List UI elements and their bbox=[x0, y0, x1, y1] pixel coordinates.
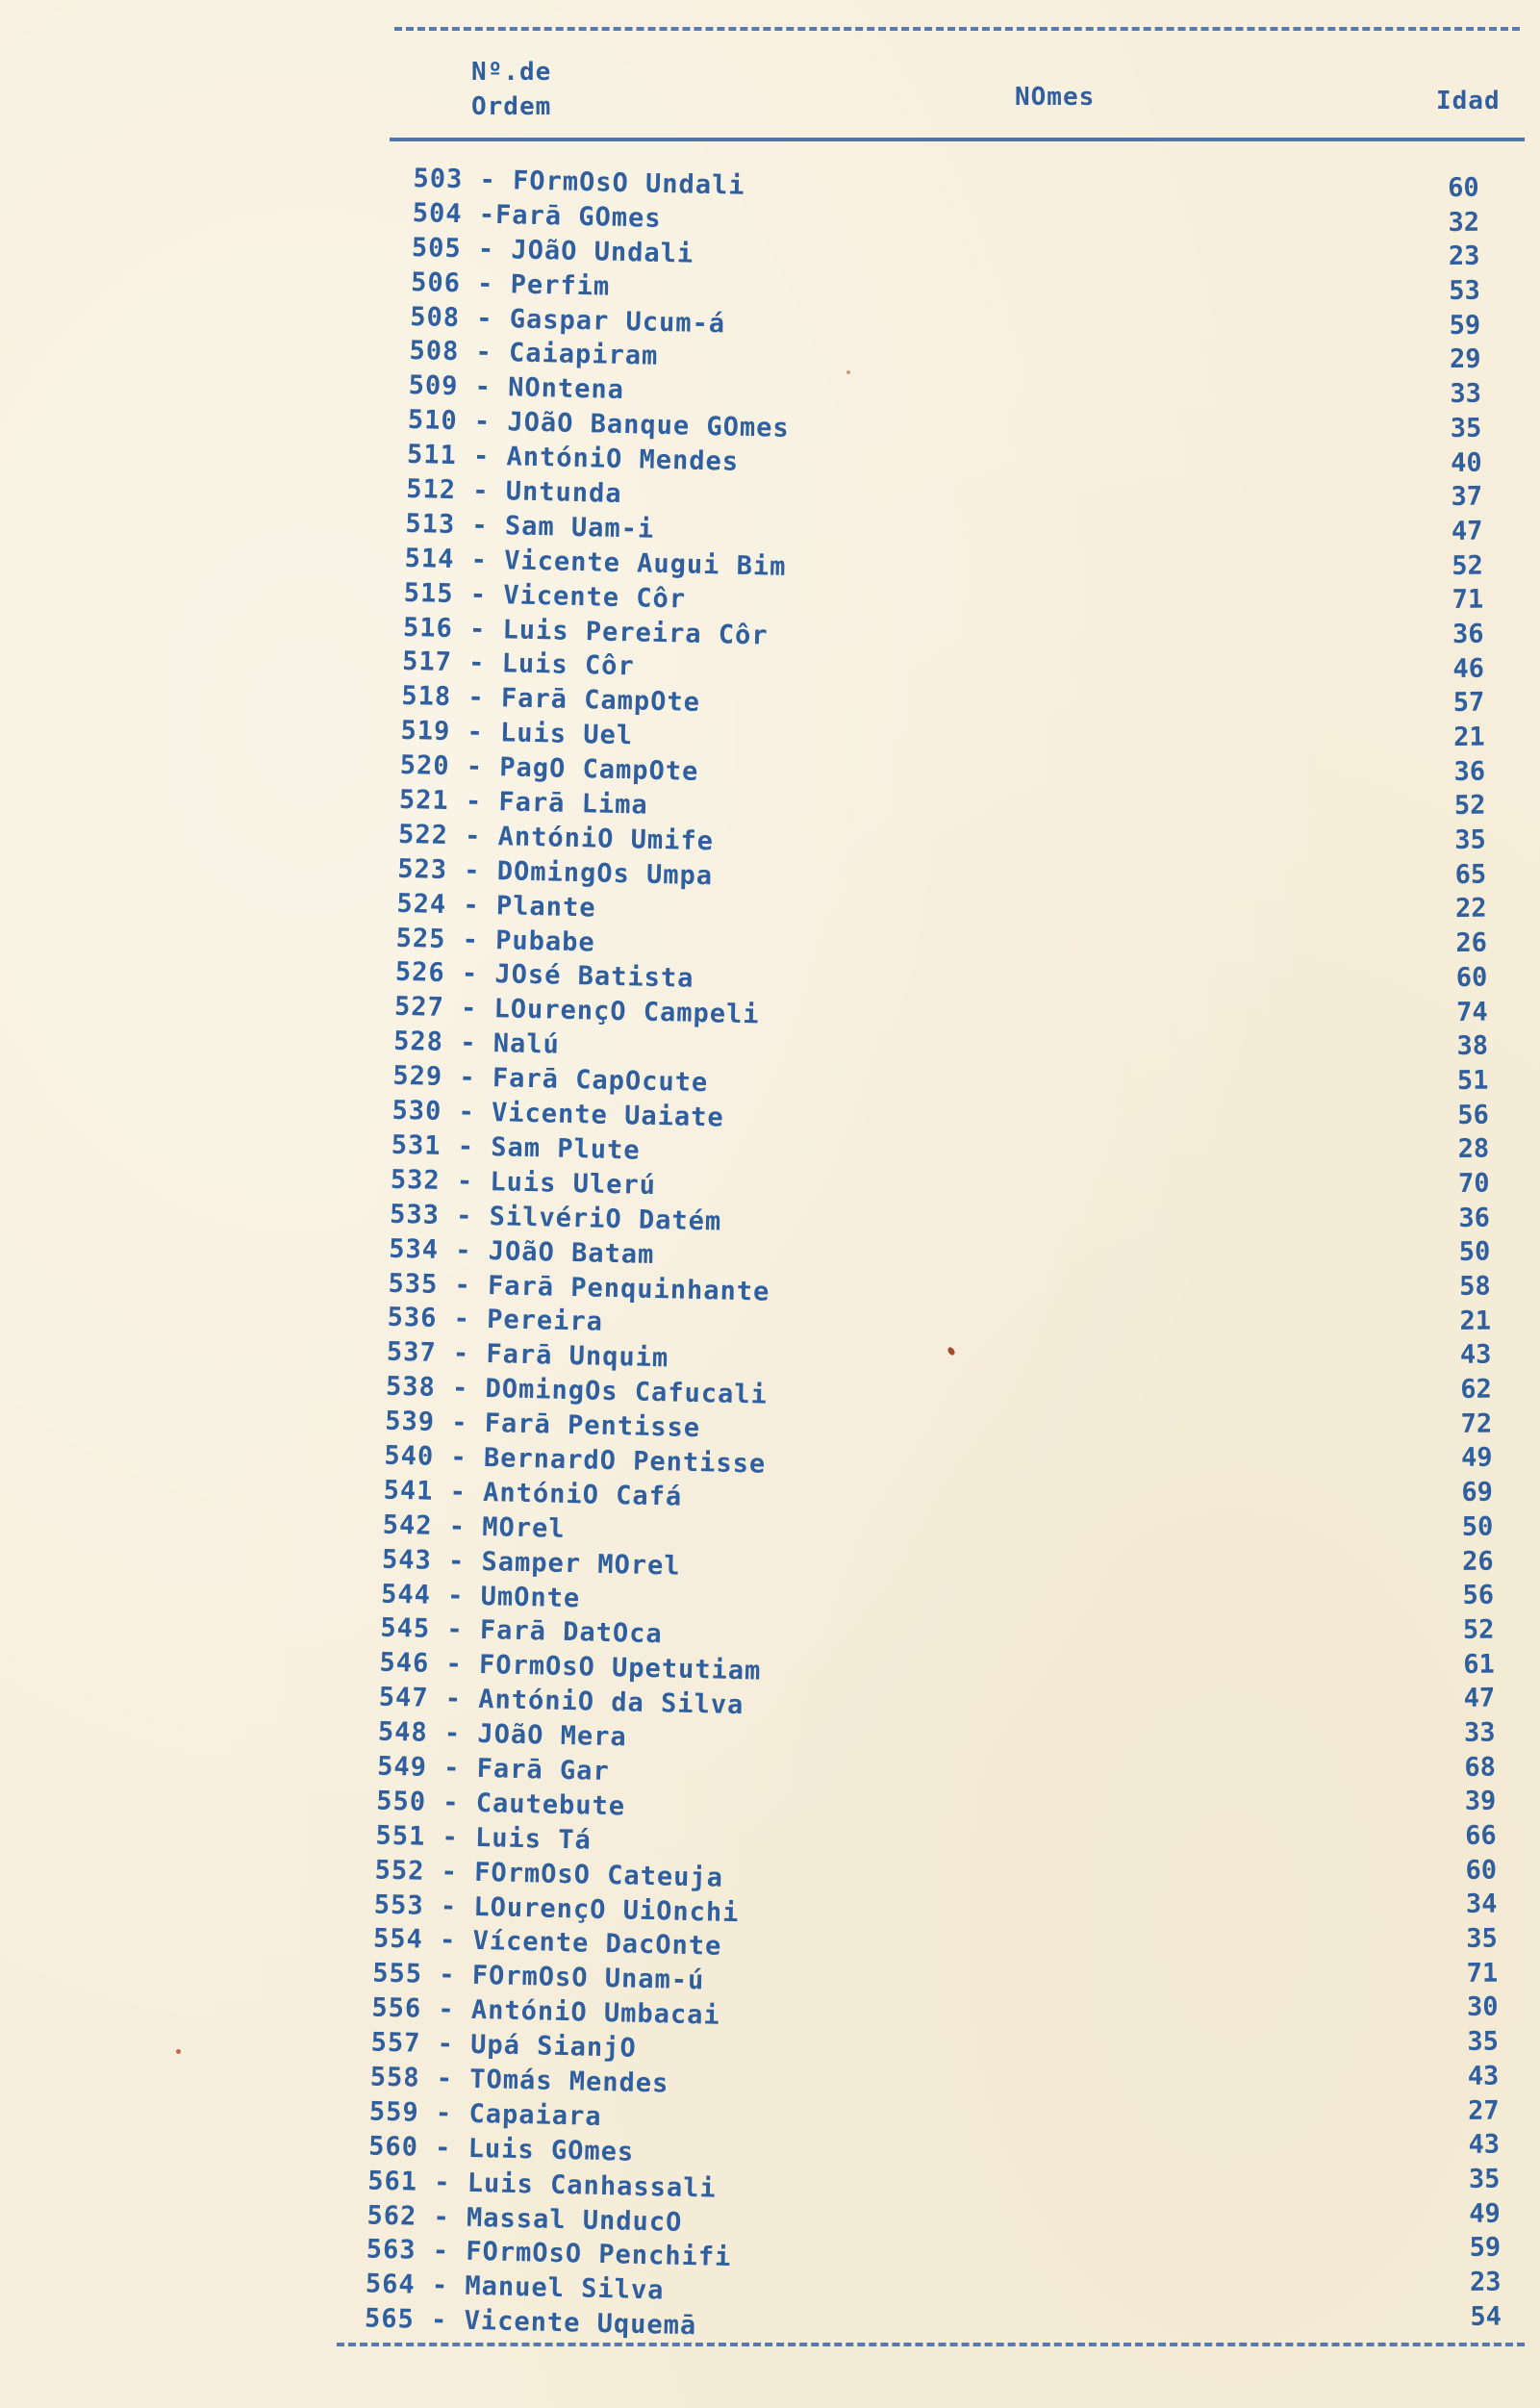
entry-name: 548 - JOãO Mera bbox=[377, 1716, 628, 1753]
entry-age: 56 bbox=[1462, 1580, 1495, 1611]
entry-name: 565 - Vicente Uquemā bbox=[364, 2303, 697, 2342]
entry-name: 519 - Luis Uel bbox=[400, 716, 634, 751]
entry-age: 22 bbox=[1454, 894, 1487, 925]
entry-age: 65 bbox=[1454, 859, 1487, 890]
bottom-dashed-rule bbox=[337, 2343, 1525, 2346]
entry-age: 47 bbox=[1463, 1683, 1496, 1714]
entry-name: 503 - FOrmOsO Undali bbox=[413, 163, 745, 201]
entry-age: 72 bbox=[1460, 1408, 1493, 1439]
entry-name: 517 - Luis Côr bbox=[401, 646, 636, 682]
header-underline-rule bbox=[390, 138, 1525, 141]
entry-age: 60 bbox=[1465, 1855, 1498, 1886]
entry-name: 505 - JOãO Undali bbox=[411, 232, 694, 269]
entry-age: 50 bbox=[1461, 1511, 1494, 1542]
entry-age: 62 bbox=[1460, 1374, 1492, 1405]
entry-age: 53 bbox=[1449, 275, 1480, 307]
entry-name: 555 - FOrmOsO Unam-ú bbox=[371, 1958, 705, 1996]
entry-name: 512 - Untunda bbox=[405, 473, 622, 510]
entry-name: 518 - Farā CampOte bbox=[401, 681, 701, 719]
entry-name: 537 - Farā Unquim bbox=[386, 1336, 669, 1374]
entry-age: 39 bbox=[1464, 1786, 1497, 1817]
entry-age: 54 bbox=[1470, 2301, 1502, 2332]
entry-name: 547 - AntóniO da Silva bbox=[378, 1682, 745, 1721]
paper-speck bbox=[176, 2049, 181, 2054]
entry-name: 544 - UmOnte bbox=[380, 1579, 581, 1613]
entry-age: 61 bbox=[1463, 1649, 1495, 1680]
entry-age: 33 bbox=[1463, 1717, 1496, 1748]
entry-age: 50 bbox=[1458, 1236, 1491, 1268]
entry-name: 562 - Massal UnducO bbox=[366, 2200, 683, 2238]
entry-name: 551 - Luis Tá bbox=[375, 1820, 593, 1856]
entry-name: 527 - LOurençO Campeli bbox=[393, 992, 760, 1030]
entry-name: 528 - Nalú bbox=[392, 1027, 561, 1060]
entry-age: 71 bbox=[1452, 584, 1484, 616]
entry-age: 69 bbox=[1461, 1477, 1494, 1508]
entry-name: 515 - Vicente Côr bbox=[403, 577, 687, 615]
entry-age: 34 bbox=[1465, 1888, 1498, 1920]
entry-name: 536 - Pereira bbox=[387, 1303, 604, 1338]
entry-name: 520 - PagO CampOte bbox=[399, 749, 699, 788]
entry-name: 545 - Farā DatOca bbox=[380, 1613, 664, 1650]
entry-age: 52 bbox=[1452, 550, 1483, 581]
entry-name: 530 - Vicente Uaiate bbox=[391, 1095, 724, 1133]
entry-name: 543 - Samper MOrel bbox=[381, 1544, 681, 1582]
entry-name: 504 -Farā GOmes bbox=[412, 197, 662, 234]
entry-age: 74 bbox=[1455, 997, 1488, 1027]
entry-name: 560 - Luis GOmes bbox=[367, 2131, 635, 2167]
entry-age: 35 bbox=[1468, 2164, 1501, 2194]
entry-age: 35 bbox=[1466, 1923, 1498, 1954]
entry-name: 542 - MOrel bbox=[382, 1509, 566, 1544]
entry-age: 38 bbox=[1456, 1030, 1489, 1062]
entry-name: 553 - LOurençO UiOnchi bbox=[373, 1889, 740, 1928]
entry-name: 516 - Luis Pereira Côr bbox=[402, 612, 769, 651]
entry-age: 21 bbox=[1453, 722, 1485, 752]
entry-age: 43 bbox=[1467, 2061, 1500, 2091]
entry-age: 36 bbox=[1453, 756, 1486, 787]
entry-age: 68 bbox=[1464, 1752, 1497, 1783]
entry-name: 554 - Vícente DacOnte bbox=[372, 1923, 722, 1963]
entry-age: 56 bbox=[1457, 1100, 1489, 1130]
entry-age: 49 bbox=[1460, 1443, 1493, 1474]
entry-name: 559 - Capaiara bbox=[368, 2096, 602, 2132]
names-column bbox=[365, 162, 795, 2345]
entry-age: 59 bbox=[1469, 2232, 1502, 2264]
entry-name: 564 - Manuel Silva bbox=[365, 2269, 665, 2306]
entry-name: 558 - TOmás Mendes bbox=[369, 2062, 669, 2099]
entry-age: 47 bbox=[1451, 516, 1483, 546]
entry-age: 70 bbox=[1457, 1168, 1490, 1199]
ages-column bbox=[1448, 171, 1502, 2335]
entry-name: 521 - Farā Lima bbox=[398, 784, 649, 821]
entry-age: 59 bbox=[1449, 310, 1481, 341]
entry-name: 524 - Plante bbox=[396, 888, 596, 924]
entry-age: 26 bbox=[1461, 1546, 1494, 1577]
entry-name: 549 - Farā Gar bbox=[376, 1751, 611, 1787]
entry-name: 529 - Farā CapOcute bbox=[392, 1060, 709, 1099]
entry-name: 533 - SilvériO Datém bbox=[389, 1199, 722, 1237]
entry-age: 49 bbox=[1469, 2198, 1501, 2229]
entry-age: 43 bbox=[1468, 2129, 1501, 2161]
entry-age: 66 bbox=[1464, 1820, 1497, 1851]
entry-name: 563 - FOrmOsO Penchifi bbox=[366, 2234, 732, 2273]
entry-name: 556 - AntóniO Umbacai bbox=[371, 1992, 721, 2031]
entry-name: 531 - Sam Plute bbox=[391, 1129, 641, 1166]
header-ordem-line2: Ordem bbox=[471, 92, 552, 121]
entry-name: 557 - Upá SianjO bbox=[370, 2027, 638, 2064]
entry-name: 511 - AntóniO Mendes bbox=[406, 440, 740, 477]
entry-age: 40 bbox=[1451, 447, 1482, 478]
entry-name: 534 - JOãO Batam bbox=[389, 1233, 655, 1270]
entry-age: 23 bbox=[1469, 2267, 1502, 2297]
entry-age: 28 bbox=[1457, 1133, 1490, 1165]
entry-name: 525 - Pubabe bbox=[395, 923, 596, 958]
entry-name: 538 - DOmingOs Cafucali bbox=[385, 1371, 769, 1410]
paper-speck bbox=[846, 370, 850, 374]
entry-age: 43 bbox=[1459, 1339, 1492, 1371]
entry-name: 526 - JOsé Batista bbox=[394, 957, 694, 995]
entry-age: 36 bbox=[1458, 1203, 1491, 1233]
entry-name: 541 - AntóniO Cafá bbox=[383, 1475, 683, 1512]
entry-age: 30 bbox=[1466, 1991, 1499, 2023]
entry-name: 532 - Luis Ulerú bbox=[390, 1164, 657, 1201]
entry-name: 509 - NOntena bbox=[408, 370, 625, 406]
entry-name: 508 - Caiapiram bbox=[409, 336, 659, 372]
header-idade: Idad bbox=[1436, 87, 1501, 115]
entry-name: 522 - AntóniO Umife bbox=[397, 819, 715, 857]
entry-name: 535 - Farā Penquinhante bbox=[388, 1268, 770, 1307]
ink-stain bbox=[947, 1346, 956, 1356]
entry-age: 35 bbox=[1454, 824, 1486, 856]
entry-name: 552 - FOrmOsO Cateuja bbox=[374, 1855, 724, 1893]
entry-name: 550 - Cautebute bbox=[375, 1786, 626, 1822]
entry-name: 508 - Gaspar Ucum-á bbox=[409, 301, 726, 339]
entry-name: 539 - Farā Pentisse bbox=[384, 1406, 701, 1444]
entry-name: 506 - Perfim bbox=[410, 266, 611, 302]
entry-age: 46 bbox=[1452, 653, 1485, 684]
entry-age: 35 bbox=[1467, 2026, 1500, 2058]
entry-age: 71 bbox=[1466, 1958, 1499, 1989]
entry-age: 60 bbox=[1448, 172, 1479, 203]
entry-age: 35 bbox=[1450, 413, 1482, 444]
entry-age: 33 bbox=[1450, 378, 1482, 410]
entry-name: 540 - BernardO Pentisse bbox=[384, 1440, 767, 1480]
entry-age: 26 bbox=[1455, 927, 1488, 959]
entry-name: 513 - Sam Uam-i bbox=[405, 508, 655, 545]
top-dashed-rule bbox=[394, 27, 1520, 31]
header-ordem-line1: Nº.de bbox=[471, 58, 552, 87]
entry-age: 37 bbox=[1451, 481, 1483, 513]
entry-name: 561 - Luis Canhassali bbox=[367, 2166, 718, 2204]
entry-age: 57 bbox=[1452, 687, 1485, 719]
entry-age: 21 bbox=[1459, 1305, 1492, 1336]
entry-age: 36 bbox=[1452, 619, 1484, 649]
entry-age: 27 bbox=[1467, 2095, 1500, 2126]
entry-name: 514 - Vicente Augui Bim bbox=[404, 543, 787, 582]
entry-age: 52 bbox=[1462, 1614, 1495, 1645]
entry-age: 60 bbox=[1455, 962, 1488, 993]
entry-age: 29 bbox=[1449, 344, 1481, 375]
header-nomes: NOmes bbox=[1015, 83, 1096, 112]
entry-age: 32 bbox=[1448, 207, 1480, 238]
entry-age: 23 bbox=[1448, 241, 1480, 272]
entry-name: 510 - JOãO Banque GOmes bbox=[407, 405, 791, 444]
entry-name: 523 - DOmingOs Umpa bbox=[396, 853, 714, 892]
entry-name: 546 - FOrmOsO Upetutiam bbox=[379, 1647, 762, 1686]
entry-age: 58 bbox=[1458, 1271, 1491, 1302]
entry-age: 52 bbox=[1453, 790, 1486, 822]
entry-age: 51 bbox=[1456, 1065, 1489, 1096]
